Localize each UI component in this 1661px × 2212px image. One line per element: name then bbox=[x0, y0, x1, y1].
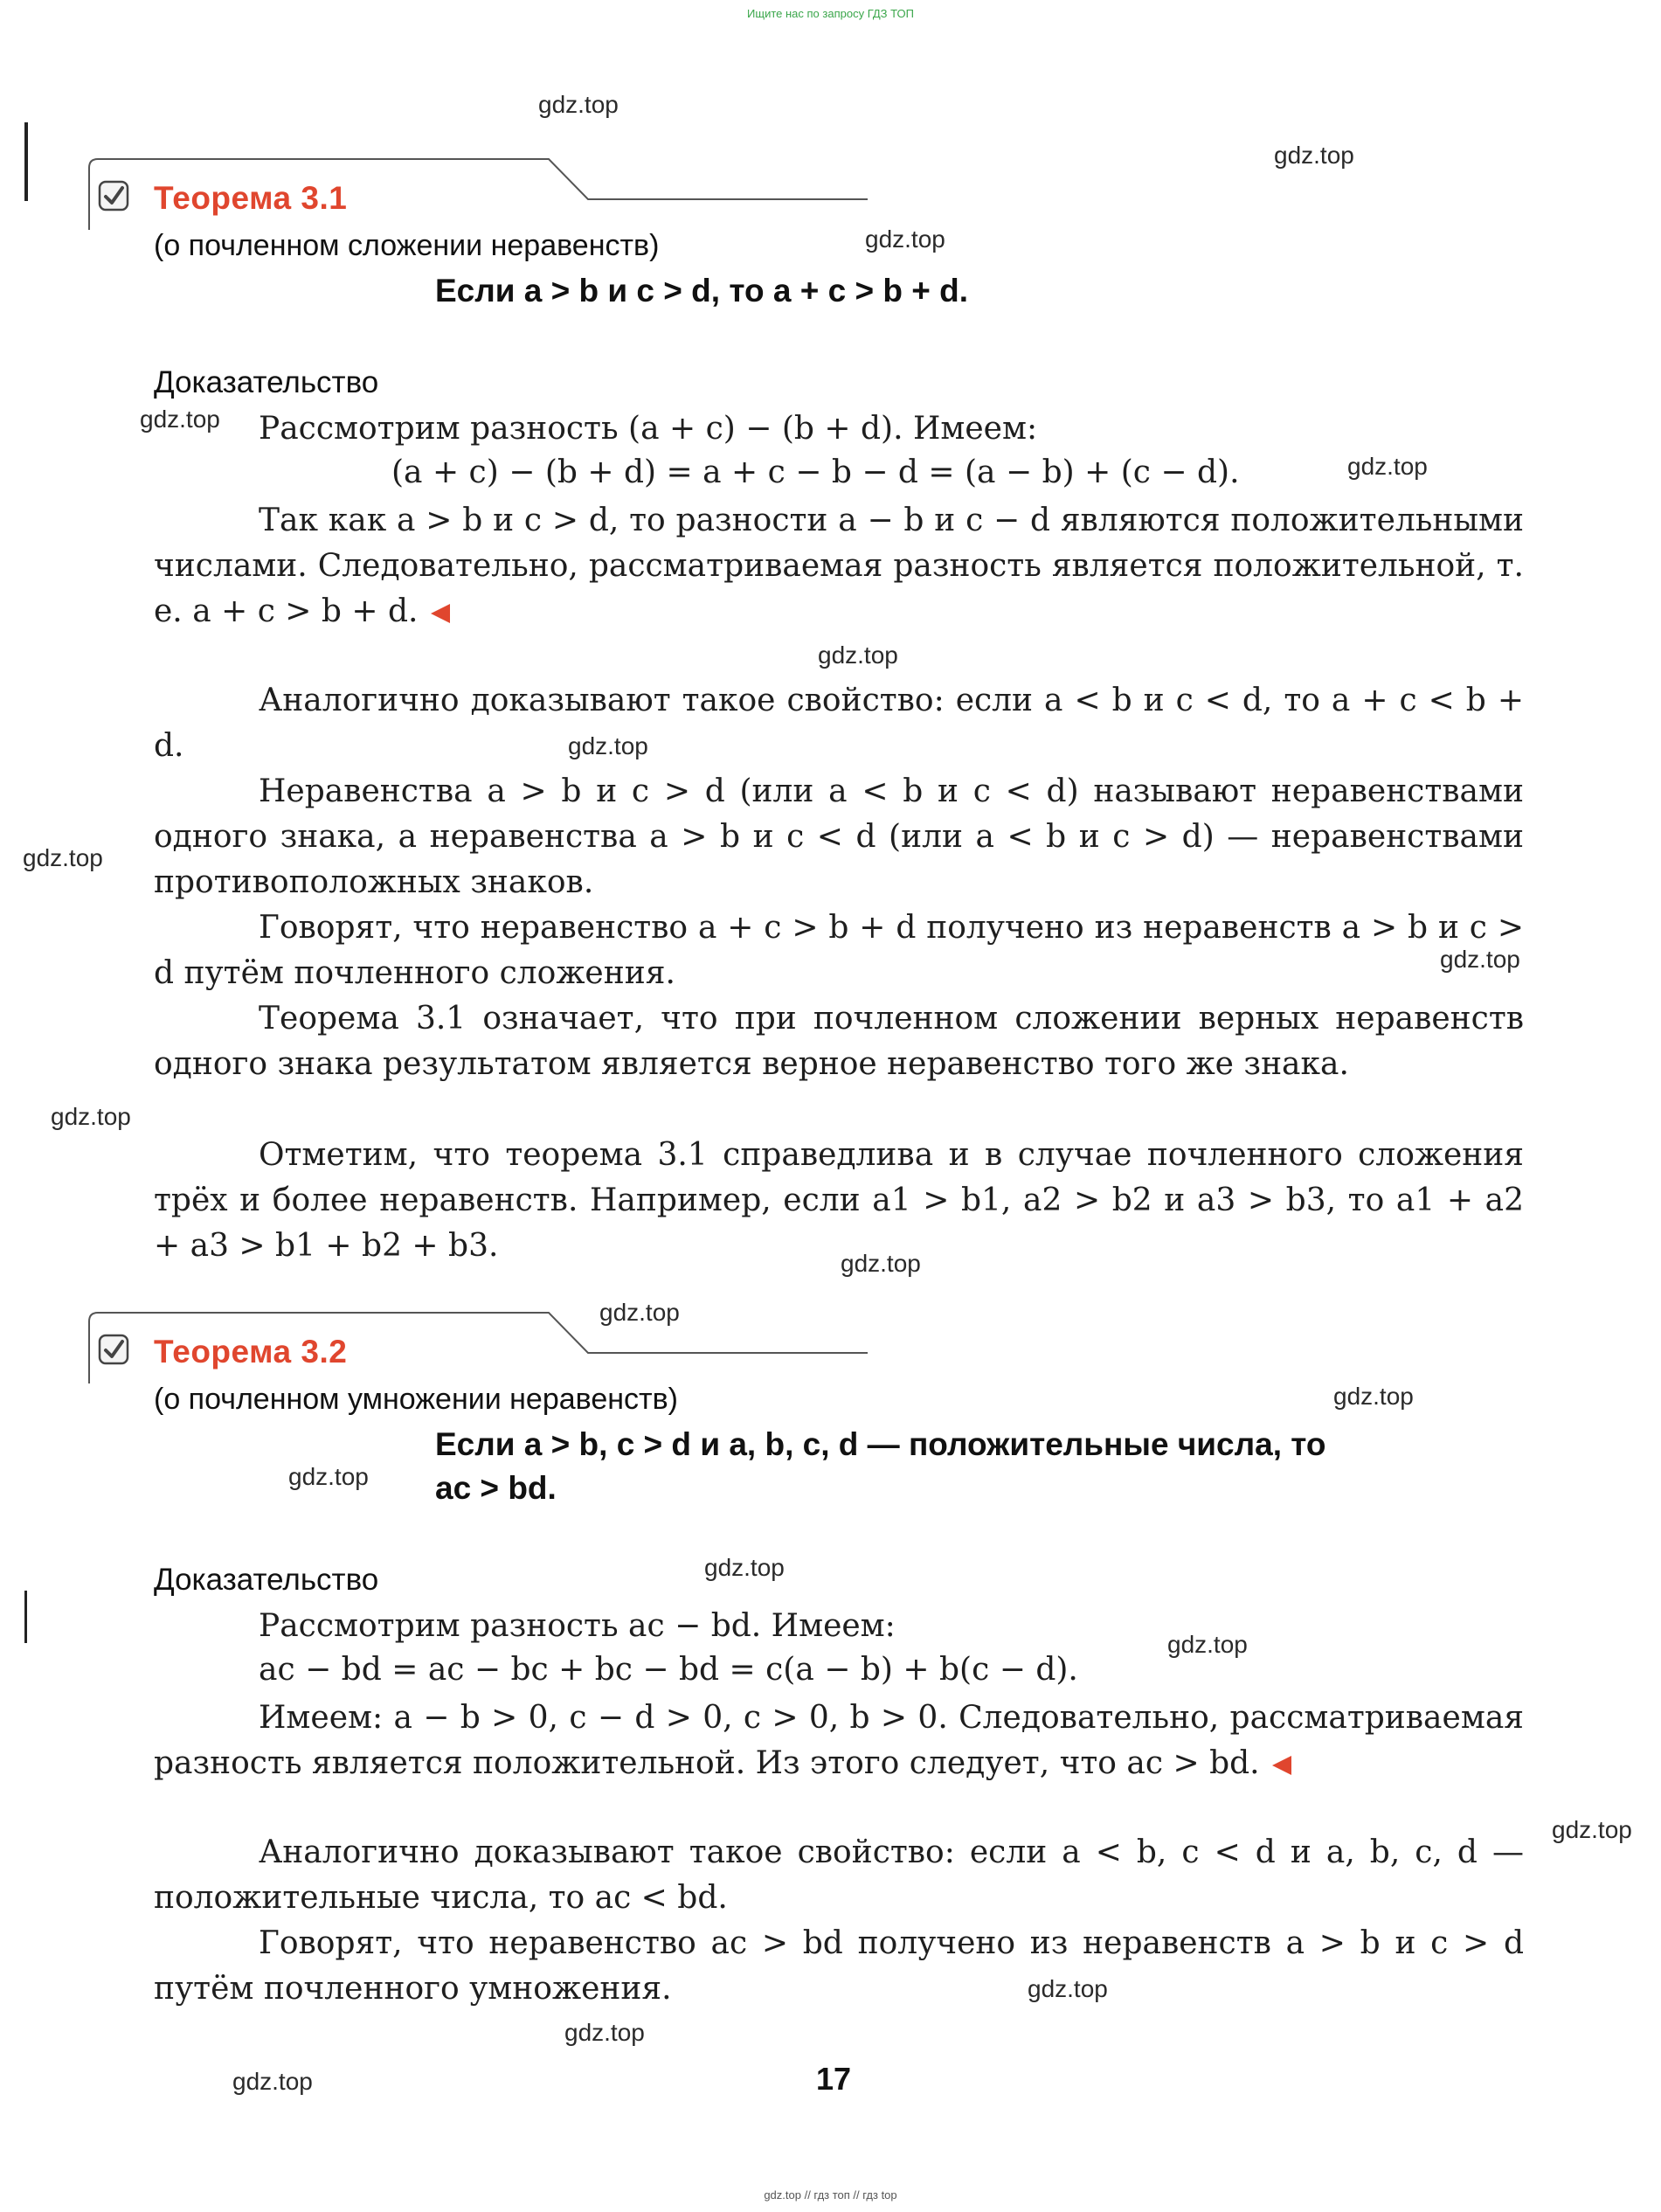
proof-1-paragraph bbox=[154, 498, 1524, 634]
proof-2-formula: ac − bd = ac − bc + bc − bd = c(a − b) + b(c − d). bbox=[259, 1652, 1078, 1688]
checkbox-icon bbox=[98, 1334, 129, 1365]
watermark: gdz.top bbox=[704, 1554, 785, 1581]
page-number: 17 bbox=[816, 2061, 852, 2097]
proof-2-paragraph bbox=[154, 1695, 1524, 1786]
text-2-paragraph-1: Аналогично доказывают такое свойство: если a < b, c < d и a, b, c, d — положительные числа, то ac < bd. bbox=[154, 1834, 1524, 1916]
checkbox-icon bbox=[98, 180, 129, 211]
page-edge-mark bbox=[24, 122, 28, 201]
proof-1-formula: (a + c) − (b + d) = a + c − b − d = (a − b) + (c − d). bbox=[391, 454, 1240, 490]
theorem-1-subtitle: (о почленном сложении неравенств) bbox=[154, 229, 660, 262]
watermark: gdz.top bbox=[288, 1463, 369, 1490]
watermark: gdz.top bbox=[538, 91, 619, 118]
theorem-2-title: Теорема 3.2 bbox=[154, 1334, 348, 1369]
theorem-2-subtitle: (о почленном умножении неравенств) bbox=[154, 1383, 678, 1416]
watermark: gdz.top bbox=[1440, 946, 1520, 973]
proof-2-line: Рассмотрим разность ac − bd. Имеем: bbox=[259, 1608, 896, 1644]
watermark: gdz.top bbox=[51, 1103, 131, 1130]
end-of-proof-icon bbox=[431, 604, 450, 623]
watermark: gdz.top bbox=[568, 732, 648, 759]
page-edge-mark bbox=[24, 1591, 27, 1643]
proof-2-heading: Доказательство bbox=[154, 1563, 379, 1597]
bottom-banner: gdz.top // гдз топ // гдз top bbox=[764, 2188, 897, 2202]
watermark: gdz.top bbox=[1552, 1816, 1632, 1843]
proof-1-paragraph-text: Так как a > b и c > d, то разности a − b и c − d являются положительными числами. Следовательно, рассматриваемая разность является положительной, т. е. a + c > b + d. bbox=[154, 503, 1524, 629]
text-2-paragraph-2: Говорят, что неравенство ac > bd получено из неравенств a > b и c > d путём почленного умножения. bbox=[154, 1925, 1524, 2007]
end-of-proof-icon bbox=[1272, 1756, 1291, 1775]
text-1-paragraph-5: Отметим, что теорема 3.1 справедлива и в случае почленного сложения трёх и более неравенств. Например, если a1 > b1, a2 > b2 и a3 > b3, то a1 + a2 + a3 > b1 + b2 + b3. bbox=[154, 1137, 1524, 1264]
watermark: gdz.top bbox=[1167, 1631, 1248, 1658]
watermark: gdz.top bbox=[1333, 1383, 1414, 1410]
watermark: gdz.top bbox=[232, 2068, 313, 2095]
watermark: gdz.top bbox=[841, 1250, 921, 1277]
watermark: gdz.top bbox=[1274, 142, 1354, 169]
theorem-1-title: Теорема 3.1 bbox=[154, 180, 348, 216]
text-1-paragraph-4: Теорема 3.1 означает, что при почленном сложении верных неравенств одного знака результатом является верное неравенство того же знака. bbox=[154, 1001, 1524, 1082]
top-banner: Ищите нас по запросу ГДЗ ТОП bbox=[747, 7, 914, 20]
watermark: gdz.top bbox=[23, 844, 103, 871]
watermark: gdz.top bbox=[564, 2019, 645, 2046]
watermark: gdz.top bbox=[865, 225, 945, 253]
watermark: gdz.top bbox=[818, 641, 898, 669]
watermark: gdz.top bbox=[599, 1299, 680, 1326]
watermark: gdz.top bbox=[1347, 453, 1428, 480]
proof-1-line: Рассмотрим разность (a + c) − (b + d). Имеем: bbox=[259, 411, 1038, 447]
watermark: gdz.top bbox=[1028, 1975, 1108, 2002]
theorem-2-statement-line-2: ac > bd. bbox=[435, 1470, 557, 1506]
proof-2-paragraph-text: Имеем: a − b > 0, c − d > 0, c > 0, b > 0. Следовательно, рассматриваемая разность является положительной. Из этого следует, что ac > bd. bbox=[154, 1700, 1524, 1781]
theorem-1-statement: Если a > b и c > d, то a + c > b + d. bbox=[435, 273, 968, 309]
text-1-paragraph-2: Неравенства a > b и c > d (или a < b и c < d) называют неравенствами одного знака, а неравенства a > b и c < d (или a < b и c > d) — неравенствами противоположных знаков. bbox=[154, 773, 1524, 900]
watermark: gdz.top bbox=[140, 406, 220, 433]
theorem-2-statement-line-1: Если a > b, c > d и a, b, c, d — положительные числа, то bbox=[435, 1426, 1326, 1462]
proof-1-heading: Доказательство bbox=[154, 365, 379, 399]
text-1-paragraph-1: Аналогично доказывают такое свойство: если a < b и c < d, то a + c < b + d. bbox=[154, 683, 1525, 764]
text-1-paragraph-3: Говорят, что неравенство a + c > b + d получено из неравенств a > b и c > d путём почленного сложения. bbox=[154, 910, 1524, 991]
